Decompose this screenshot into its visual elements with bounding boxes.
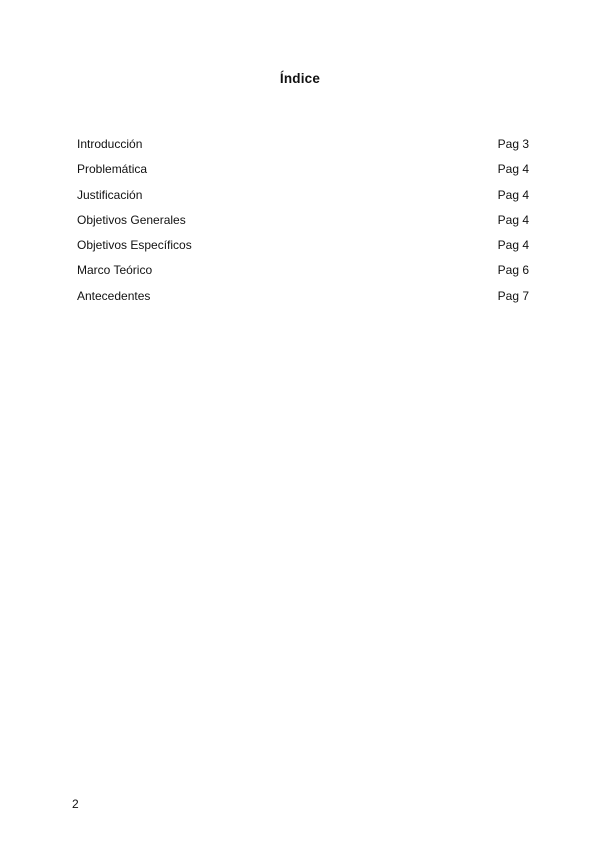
page-number: 2 <box>72 797 79 811</box>
toc-entry-problematica <box>77 161 529 186</box>
toc-entry-page: Pag 4 <box>497 162 529 177</box>
toc-entry-page: Pag 3 <box>497 137 529 151</box>
toc-entry-label: Antecedentes <box>77 288 151 303</box>
toc-entry-page: Pag 7 <box>497 288 529 303</box>
page-title: Índice <box>279 71 321 86</box>
toc-entry-page: Pag 4 <box>497 238 529 253</box>
toc-entry-marco-teorico <box>77 262 529 287</box>
table-of-contents <box>77 136 529 313</box>
toc-entry-label: Justificación <box>77 187 143 202</box>
toc-entry-justificacion <box>77 187 529 212</box>
toc-entry-label: Marco Teórico <box>77 263 153 278</box>
toc-entry-page: Pag 6 <box>497 263 529 278</box>
toc-entry-introduccion <box>77 136 529 161</box>
toc-entry-antecedentes <box>77 288 529 313</box>
toc-entry-label: Problemática <box>77 162 148 177</box>
toc-entry-label: Objetivos Específicos <box>77 238 192 253</box>
toc-entry-objetivos-especificos <box>77 237 529 262</box>
toc-entry-label: Objetivos Generales <box>77 212 186 227</box>
toc-entry-page: Pag 4 <box>497 187 529 202</box>
toc-entry-label: Introducción <box>77 137 143 151</box>
toc-entry-page: Pag 4 <box>497 212 529 227</box>
toc-entry-objetivos-generales <box>77 212 529 237</box>
